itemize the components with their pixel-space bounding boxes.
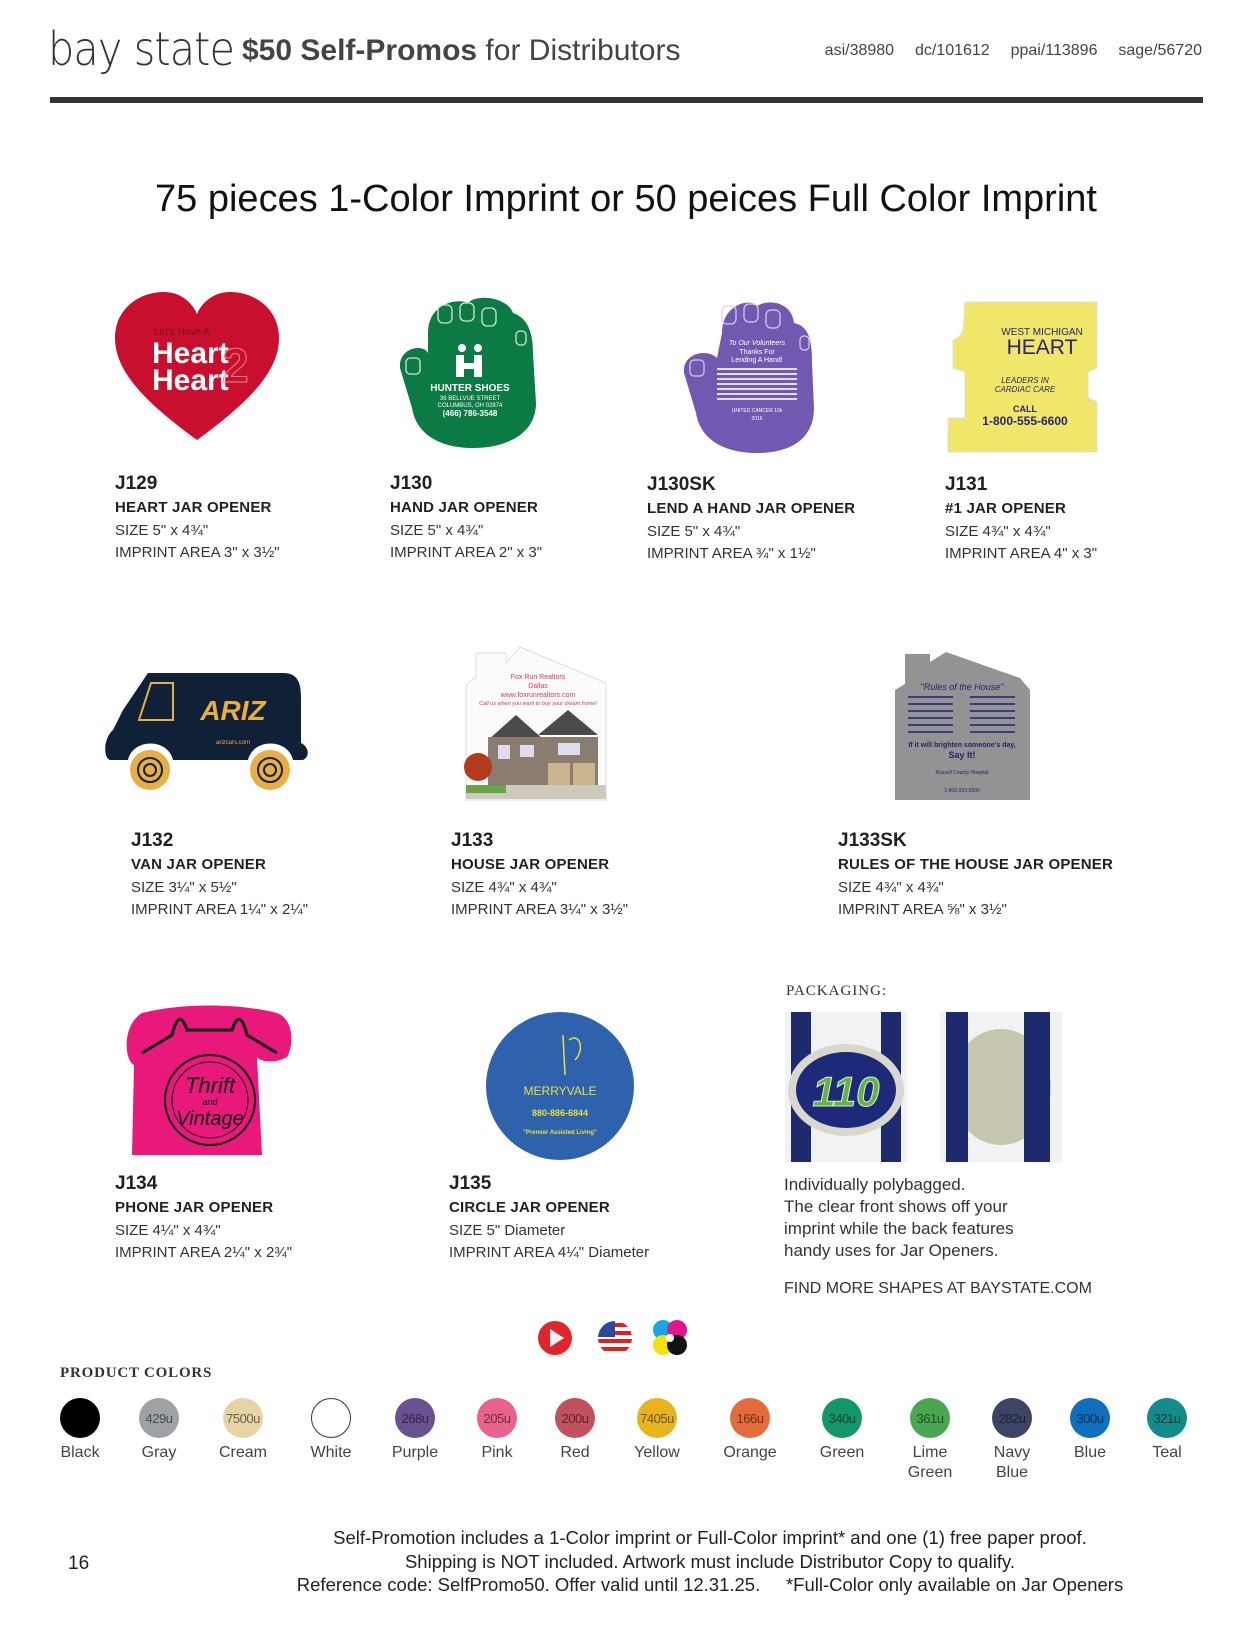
product-size <box>647 521 855 543</box>
product-size <box>449 1220 649 1242</box>
find-more-shapes-link[interactable]: FIND MORE SHAPES AT BAYSTATE.COM <box>784 1280 1092 1297</box>
imprint-value: ¾" x 1½" <box>751 545 816 562</box>
product-code: J130 <box>390 473 433 494</box>
packaging-description <box>784 1174 1014 1262</box>
imprint-value: 2" x 3" <box>494 544 543 561</box>
size-label: SIZE <box>838 879 872 896</box>
baystate-logo: bay state <box>48 22 235 76</box>
usa-flag-icon <box>597 1320 633 1356</box>
art-text: 2 <box>222 340 249 393</box>
imprint-value: ⅝" x 3½" <box>942 901 1007 918</box>
art-text: UNITED CANCER 10k <box>731 408 783 414</box>
imprint-value: 4¼" Diameter <box>553 1244 650 1261</box>
color-name: Navy Blue <box>993 1444 1031 1481</box>
product-code: J133 <box>451 830 494 851</box>
lend-a-hand-jar-opener-image <box>682 298 827 458</box>
product-size <box>131 877 308 899</box>
art-text: and <box>202 1097 218 1107</box>
color-swatch-navy-blue: 282u <box>992 1398 1032 1438</box>
product-code: J133SK <box>838 830 907 851</box>
color-swatch-pink: 205u <box>477 1398 517 1438</box>
full-color-cmyk-icon <box>650 1318 690 1358</box>
art-text: www.foxrunrealtors.com <box>500 692 576 699</box>
imprint-label: IMPRINT AREA <box>115 1244 220 1261</box>
packaging-line: The clear front shows off your <box>784 1197 1008 1216</box>
color-swatch-lime-green: 361u <box>910 1398 950 1438</box>
hand-jar-opener-image <box>398 293 548 453</box>
product-imprint-area <box>945 543 1097 565</box>
product-name: RULES OF THE HOUSE JAR OPENER <box>838 856 1114 873</box>
product-size <box>390 520 542 542</box>
art-text: 110 <box>812 1068 880 1115</box>
art-text: 36 BELLVUE STREET <box>439 396 501 402</box>
art-text: Heart <box>152 364 229 397</box>
art-text: If it will brighten someone's day, <box>908 742 1016 749</box>
color-name: Lime Green <box>907 1444 953 1481</box>
size-label: SIZE <box>115 522 149 539</box>
product-imprint-area <box>131 899 308 921</box>
packaging-line: imprint while the back features <box>784 1219 1014 1238</box>
art-text: 1-800-333-5500 <box>944 788 980 794</box>
color-swatch-white <box>311 1398 351 1438</box>
product-imprint-area <box>390 542 542 564</box>
product-code: J132 <box>131 830 174 851</box>
size-value: 4¼" x 4¾" <box>148 1222 221 1239</box>
product-size <box>115 520 280 542</box>
packaging-front-image <box>785 1012 907 1162</box>
heart-jar-opener-image <box>112 290 282 450</box>
color-name: Black <box>60 1444 100 1461</box>
product-j129 <box>115 472 280 564</box>
page-number: 16 <box>68 1553 90 1574</box>
art-text: Say It! <box>948 750 976 760</box>
art-text: HUNTER SHOES <box>430 383 510 394</box>
art-text: Lending A Hand! <box>731 357 783 364</box>
color-name: Pink <box>481 1444 513 1461</box>
art-text: To Our Volunteers <box>728 340 786 347</box>
product-j132 <box>131 829 308 921</box>
imprint-label: IMPRINT AREA <box>115 544 220 561</box>
page-header-title <box>242 34 680 68</box>
size-label: SIZE <box>449 1222 483 1239</box>
color-swatch-red: 200u <box>555 1398 595 1438</box>
packaging-line: handy uses for Jar Openers. <box>784 1241 999 1260</box>
product-size <box>115 1220 292 1242</box>
imprint-label: IMPRINT AREA <box>390 544 495 561</box>
imprint-label: IMPRINT AREA <box>945 545 1050 562</box>
footer-terms <box>150 1526 1252 1597</box>
product-code: J134 <box>115 1173 158 1194</box>
product-j133sk <box>838 829 1113 921</box>
product-j134 <box>115 1172 292 1264</box>
product-name: VAN JAR OPENER <box>131 856 267 873</box>
product-code: J135 <box>449 1173 492 1194</box>
footer-line: Reference code: SelfPromo50. Offer valid until 12.31.25. *Full-Color only available on Jar Openers <box>296 1574 1124 1595</box>
size-label: SIZE <box>451 879 485 896</box>
video-play-icon[interactable] <box>537 1320 573 1356</box>
size-label: SIZE <box>945 523 979 540</box>
headline: 75 pieces 1-Color Imprint or 50 peices Full Color Imprint <box>155 178 1097 220</box>
product-name: #1 JAR OPENER <box>945 500 1066 517</box>
product-code: J130SK <box>647 474 716 495</box>
color-name: Cream <box>218 1444 267 1461</box>
product-name: HAND JAR OPENER <box>390 499 539 516</box>
product-name: HOUSE JAR OPENER <box>451 856 610 873</box>
product-code: J131 <box>945 474 988 495</box>
product-imprint-area <box>115 1242 292 1264</box>
art-text: "Premier Assisted Living" <box>523 1130 597 1136</box>
size-label: SIZE <box>131 879 165 896</box>
size-label: SIZE <box>115 1222 149 1239</box>
art-text: 880-886-6844 <box>531 1108 589 1118</box>
imprint-value: 4" x 3" <box>1049 545 1098 562</box>
product-imprint-area <box>451 899 628 921</box>
size-value: 4¾" x 4¾" <box>978 523 1051 540</box>
color-name: Teal <box>1152 1444 1182 1461</box>
house-jar-opener-image <box>458 645 623 805</box>
art-text: arizcars.com <box>215 740 251 746</box>
title-bold: $50 Self-Promos <box>242 34 478 67</box>
color-name: Yellow <box>634 1444 680 1461</box>
color-swatch-blue: 300u <box>1070 1398 1110 1438</box>
color-swatch-purple: 268u <box>395 1398 435 1438</box>
product-j130 <box>390 472 542 564</box>
packaging-line: Individually polybagged. <box>784 1175 966 1194</box>
supplier-codes: asi/38980 dc/101612 ppai/113896 sage/56720 <box>824 42 1202 59</box>
art-text: Russell County Hospital <box>935 770 989 776</box>
phone-jar-opener-image <box>122 1005 297 1160</box>
product-size <box>451 877 628 899</box>
color-name: Red <box>560 1444 590 1461</box>
color-name: White <box>310 1444 352 1461</box>
footer-line: Shipping is NOT included. Artwork must include Distributor Copy to qualify. <box>404 1550 1016 1572</box>
imprint-label: IMPRINT AREA <box>449 1244 554 1261</box>
color-swatch-black <box>60 1398 100 1438</box>
product-imprint-area <box>838 899 1113 921</box>
size-value: 3¼" x 5½" <box>164 879 237 896</box>
footer-line: Self-Promotion includes a 1-Color imprint or Full-Color imprint* and one (1) free paper proof. <box>333 1527 1087 1548</box>
imprint-label: IMPRINT AREA <box>451 901 556 918</box>
product-code: J129 <box>115 473 158 494</box>
art-text: COLUMBUS, OH 02874 <box>437 403 503 409</box>
size-value: 5" x 4¾" <box>680 523 741 540</box>
color-name: Purple <box>391 1444 439 1461</box>
size-value: 5" Diameter <box>482 1222 566 1239</box>
imprint-value: 3¼" x 3½" <box>555 901 629 918</box>
imprint-label: IMPRINT AREA <box>647 545 752 562</box>
art-text: 1-800-555-6600 <box>982 414 1068 428</box>
product-j131 <box>945 473 1097 565</box>
product-imprint-area <box>449 1242 649 1264</box>
product-name: PHONE JAR OPENER <box>115 1199 274 1216</box>
size-label: SIZE <box>390 522 424 539</box>
color-name: Blue <box>1073 1444 1107 1461</box>
color-swatch-teal: 321u <box>1147 1398 1187 1438</box>
packaging-label: PACKAGING: <box>786 983 888 999</box>
rules-of-the-house-jar-opener-image <box>890 650 1045 810</box>
art-text: LEADERS IN <box>1001 376 1049 385</box>
product-size <box>838 877 1113 899</box>
size-label: SIZE <box>647 523 681 540</box>
art-text: MERRYVALE <box>523 1084 597 1098</box>
size-value: 5" x 4¾" <box>423 522 484 539</box>
art-text: Dallas <box>528 683 548 690</box>
product-name: CIRCLE JAR OPENER <box>449 1199 610 1216</box>
color-swatch-cream: 7500u <box>223 1398 263 1438</box>
imprint-value: 3" x 3½" <box>219 544 280 561</box>
art-text: Let's Have A <box>154 327 210 338</box>
size-value: 5" x 4¾" <box>148 522 209 539</box>
product-colors-label: PRODUCT COLORS <box>60 1365 213 1381</box>
product-imprint-area <box>115 542 280 564</box>
size-value: 4¾" x 4¾" <box>871 879 944 896</box>
size-value: 4¾" x 4¾" <box>484 879 557 896</box>
imprint-value: 2¼" x 2¾" <box>219 1244 293 1261</box>
art-text: WEST MICHIGAN <box>1001 327 1083 338</box>
imprint-value: 1¼" x 2¼" <box>235 901 309 918</box>
color-name: Gray <box>141 1444 177 1461</box>
art-text: 2016 <box>751 416 763 422</box>
color-swatch-gray: 429u <box>139 1398 179 1438</box>
art-text: Heart <box>152 337 229 370</box>
art-text: Thanks For <box>739 349 775 356</box>
art-text: (466) 786-3548 <box>442 409 498 418</box>
art-text: HEART <box>1006 336 1078 359</box>
art-text: ARIZ <box>200 695 266 726</box>
product-imprint-area <box>647 543 855 565</box>
color-swatch-orange: 166u <box>730 1398 770 1438</box>
color-name: Green <box>819 1444 865 1461</box>
color-swatch-green: 340u <box>822 1398 862 1438</box>
number-one-jar-opener-image <box>945 300 1105 455</box>
header-divider <box>50 97 1203 103</box>
art-text: Fox Run Realtors <box>510 674 566 681</box>
art-text: Thrift <box>184 1073 236 1098</box>
circle-jar-opener-image <box>485 1010 635 1162</box>
art-text: CALL <box>1013 404 1037 414</box>
imprint-label: IMPRINT AREA <box>838 901 943 918</box>
product-j130sk <box>647 473 855 565</box>
packaging-back-image <box>940 1012 1062 1162</box>
color-name: Orange <box>723 1444 777 1461</box>
art-text: CARDIAC CARE <box>994 385 1056 394</box>
color-swatch-yellow: 7405u <box>637 1398 677 1438</box>
van-jar-opener-image <box>103 668 313 793</box>
product-name: LEND A HAND JAR OPENER <box>647 500 856 517</box>
art-text: Vintage <box>176 1108 244 1130</box>
imprint-label: IMPRINT AREA <box>131 901 236 918</box>
product-size <box>945 521 1097 543</box>
art-text: "Rules of the House" <box>920 682 1004 692</box>
art-text: Call us when you want to buy your dream home! <box>479 701 597 707</box>
product-j135 <box>449 1172 649 1264</box>
title-rest: for Distributors <box>477 34 681 67</box>
product-name: HEART JAR OPENER <box>115 499 272 516</box>
product-j133 <box>451 829 628 921</box>
